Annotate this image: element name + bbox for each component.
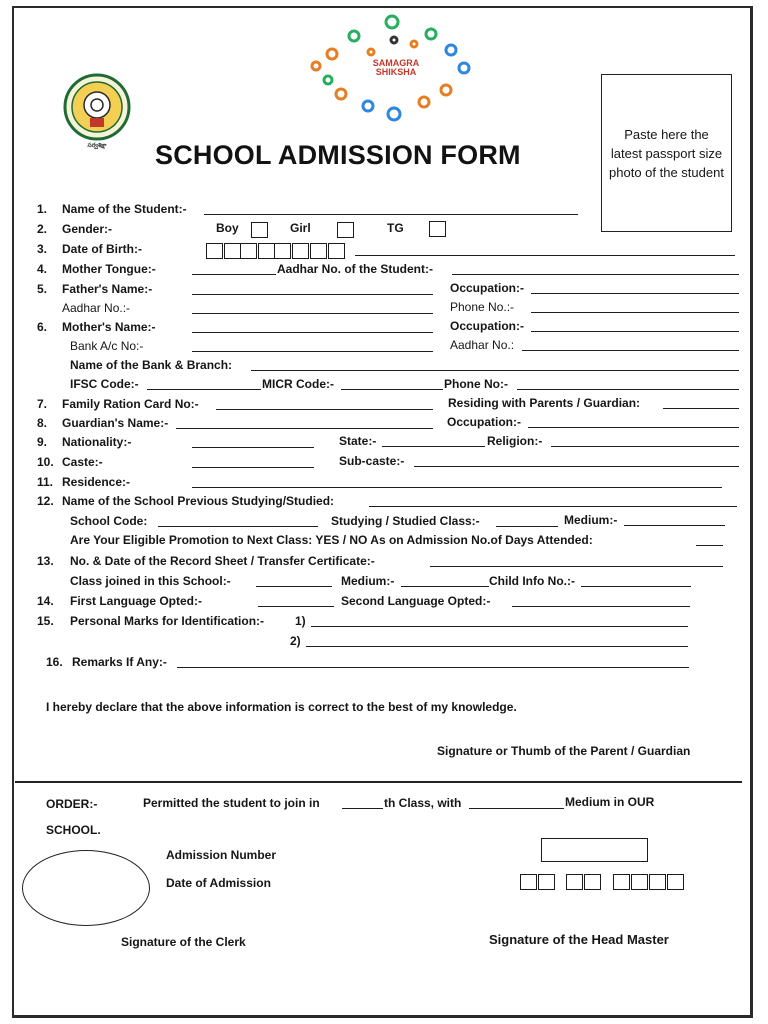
- guardian-name-field[interactable]: [176, 428, 433, 429]
- item-number: 1.: [37, 202, 48, 216]
- permitted-text: Permitted the student to join in: [143, 796, 320, 810]
- photo-instructions: Paste here the latest passport size photo of the student: [609, 126, 724, 180]
- child-info-label: Child Info No.:-: [489, 574, 575, 588]
- mother-name-label: Mother's Name:-: [62, 320, 156, 334]
- residence-label: Residence:-: [62, 475, 131, 489]
- father-name-field[interactable]: [192, 294, 433, 295]
- item-number: 4.: [37, 262, 48, 276]
- micr-field[interactable]: [341, 389, 443, 390]
- aadhar-student-label: Aadhar No. of the Student:-: [277, 262, 433, 276]
- child-info-field[interactable]: [581, 586, 691, 587]
- religion-field[interactable]: [551, 446, 739, 447]
- student-name-label: Name of the Student:-: [62, 202, 187, 216]
- mother-aadhar-field[interactable]: [522, 350, 739, 351]
- previous-school-label: Name of the School Previous Studying/Studied:: [62, 494, 335, 508]
- admission-day-cells[interactable]: [520, 874, 556, 890]
- school-code-field[interactable]: [158, 526, 318, 527]
- item-number: 10.: [37, 455, 54, 469]
- dob-day-cells[interactable]: [206, 243, 242, 259]
- residing-field[interactable]: [663, 408, 739, 409]
- item-number: 15.: [37, 614, 54, 628]
- passport-photo-box[interactable]: [601, 74, 732, 232]
- state-field[interactable]: [382, 446, 485, 447]
- admission-number-label: Admission Number: [166, 848, 277, 862]
- nationality-label: Nationality:-: [62, 435, 132, 449]
- guardian-occupation-label: Occupation:-: [447, 415, 521, 429]
- gender-boy-label: Boy: [216, 221, 239, 235]
- subcaste-field[interactable]: [414, 466, 739, 467]
- item-number: 9.: [37, 435, 48, 449]
- mark-1-field[interactable]: [311, 626, 688, 627]
- ration-card-label: Family Ration Card No:-: [62, 397, 199, 411]
- order-label: ORDER:-: [46, 797, 98, 811]
- mother-occupation-label: Occupation:-: [450, 319, 524, 333]
- ifsc-field[interactable]: [147, 389, 261, 390]
- dob-words-field[interactable]: [355, 255, 735, 256]
- student-name-field[interactable]: [204, 214, 578, 215]
- item-number: 12.: [37, 494, 54, 508]
- second-language-label: Second Language Opted:-: [341, 594, 491, 608]
- gender-label: Gender:-: [62, 222, 113, 236]
- medium-label: Medium:-: [564, 513, 618, 527]
- guardian-name-label: Guardian's Name:-: [62, 416, 169, 430]
- class-joined-field[interactable]: [256, 586, 332, 587]
- mother-tongue-field[interactable]: [192, 274, 276, 275]
- studied-class-label: Studying / Studied Class:-: [331, 514, 480, 528]
- bank-branch-label: Name of the Bank & Branch:: [70, 358, 233, 372]
- father-aadhar-field[interactable]: [192, 313, 433, 314]
- declaration-text: I hereby declare that the above information is correct to the best of my knowledge.: [46, 700, 517, 714]
- school-code-label: School Code:: [70, 514, 148, 528]
- item-number: 6.: [37, 320, 48, 334]
- school-stamp-area: [22, 850, 150, 926]
- residence-field[interactable]: [192, 487, 722, 488]
- head-master-signature-label: Signature of the Head Master: [489, 932, 669, 947]
- mother-phone-label: Phone No:-: [444, 377, 508, 391]
- gender-girl-checkbox[interactable]: [337, 222, 354, 238]
- second-language-field[interactable]: [512, 606, 690, 607]
- micr-label: MICR Code:-: [262, 377, 334, 391]
- dob-label: Date of Birth:-: [62, 242, 142, 256]
- first-language-field[interactable]: [258, 606, 334, 607]
- admission-number-box[interactable]: [541, 838, 648, 862]
- mother-occupation-field[interactable]: [531, 331, 739, 332]
- aadhar-student-field[interactable]: [452, 274, 739, 275]
- gender-boy-checkbox[interactable]: [251, 222, 268, 238]
- medium-field[interactable]: [624, 525, 725, 526]
- ifsc-label: IFSC Code:-: [70, 377, 139, 391]
- join-medium-field[interactable]: [469, 808, 564, 809]
- state-label: State:-: [339, 434, 377, 448]
- record-sheet-label: No. & Date of the Record Sheet / Transfer Certificate:-: [70, 554, 375, 568]
- medium-our-text: Medium in OUR: [565, 795, 655, 809]
- item-number: 2.: [37, 222, 48, 236]
- mother-name-field[interactable]: [192, 332, 433, 333]
- caste-label: Caste:-: [62, 455, 103, 469]
- subcaste-label: Sub-caste:-: [339, 454, 405, 468]
- father-name-label: Father's Name:-: [62, 282, 153, 296]
- residing-label: Residing with Parents / Guardian:: [448, 396, 641, 410]
- item-number: 13.: [37, 554, 54, 568]
- mark-1-label: 1): [295, 614, 306, 628]
- remarks-field[interactable]: [177, 667, 689, 668]
- item-number: 14.: [37, 594, 54, 608]
- state-emblem-icon: [63, 73, 131, 153]
- bank-account-field[interactable]: [192, 351, 433, 352]
- item-number: 16.: [46, 655, 63, 669]
- samagra-shiksha-logo-icon: [296, 14, 496, 126]
- father-phone-field[interactable]: [531, 312, 739, 313]
- form-title: SCHOOL ADMISSION FORM: [155, 140, 521, 170]
- father-occupation-field[interactable]: [531, 293, 739, 294]
- mother-tongue-label: Mother Tongue:-: [62, 262, 156, 276]
- logo-line1: SAMAGRA: [372, 58, 420, 68]
- father-phone-label: Phone No.:-: [450, 300, 515, 314]
- gender-girl-label: Girl: [290, 221, 311, 235]
- admission-year-cells[interactable]: [613, 874, 685, 890]
- days-attended-field[interactable]: [696, 545, 723, 546]
- mother-phone-field[interactable]: [517, 389, 739, 390]
- identification-marks-label: Personal Marks for Identification:-: [70, 614, 265, 628]
- class-joined-label: Class joined in this School:-: [70, 574, 231, 588]
- bank-branch-field[interactable]: [251, 370, 739, 371]
- th-class-text: th Class, with: [384, 796, 462, 810]
- mark-2-label: 2): [290, 634, 301, 648]
- dob-year-cells[interactable]: [274, 243, 346, 259]
- item-number: 5.: [37, 282, 48, 296]
- parent-signature-label: Signature or Thumb of the Parent / Guardian: [437, 744, 691, 758]
- item-number: 3.: [37, 242, 48, 256]
- first-language-label: First Language Opted:-: [70, 594, 202, 608]
- clerk-signature-label: Signature of the Clerk: [121, 935, 246, 949]
- remarks-label: Remarks If Any:-: [72, 655, 167, 669]
- gender-tg-label: TG: [387, 221, 404, 235]
- father-occupation-label: Occupation:-: [450, 281, 524, 295]
- nationality-field[interactable]: [192, 447, 314, 448]
- school-text: SCHOOL.: [46, 823, 101, 837]
- item-number: 8.: [37, 416, 48, 430]
- religion-label: Religion:-: [487, 434, 543, 448]
- guardian-occupation-field[interactable]: [528, 427, 739, 428]
- medium-joined-field[interactable]: [401, 586, 489, 587]
- admission-month-cells[interactable]: [566, 874, 602, 890]
- bank-account-label: Bank A/c No:-: [70, 339, 144, 353]
- studied-class-field[interactable]: [496, 526, 558, 527]
- caste-field[interactable]: [192, 467, 314, 468]
- dob-month-cells[interactable]: [240, 243, 276, 259]
- mother-aadhar-label: Aadhar No.:: [450, 338, 515, 352]
- date-of-admission-label: Date of Admission: [166, 876, 271, 890]
- gender-tg-checkbox[interactable]: [429, 221, 446, 237]
- medium-joined-label: Medium:-: [341, 574, 395, 588]
- record-sheet-field[interactable]: [430, 566, 723, 567]
- previous-school-field[interactable]: [369, 506, 737, 507]
- item-number: 11.: [37, 475, 54, 489]
- office-use-divider: [15, 781, 742, 783]
- logo-line2: SHIKSHA: [375, 67, 417, 77]
- join-class-field[interactable]: [342, 808, 383, 809]
- father-aadhar-label: Aadhar No.:-: [62, 301, 131, 315]
- item-number: 7.: [37, 397, 48, 411]
- ration-card-field[interactable]: [216, 409, 433, 410]
- promotion-eligibility-label: Are Your Eligible Promotion to Next Class: YES / NO As on Admission No.of Days Attended:: [70, 533, 593, 547]
- mark-2-field[interactable]: [306, 646, 688, 647]
- seal-caption: సర్వశిక్షా: [87, 143, 107, 149]
